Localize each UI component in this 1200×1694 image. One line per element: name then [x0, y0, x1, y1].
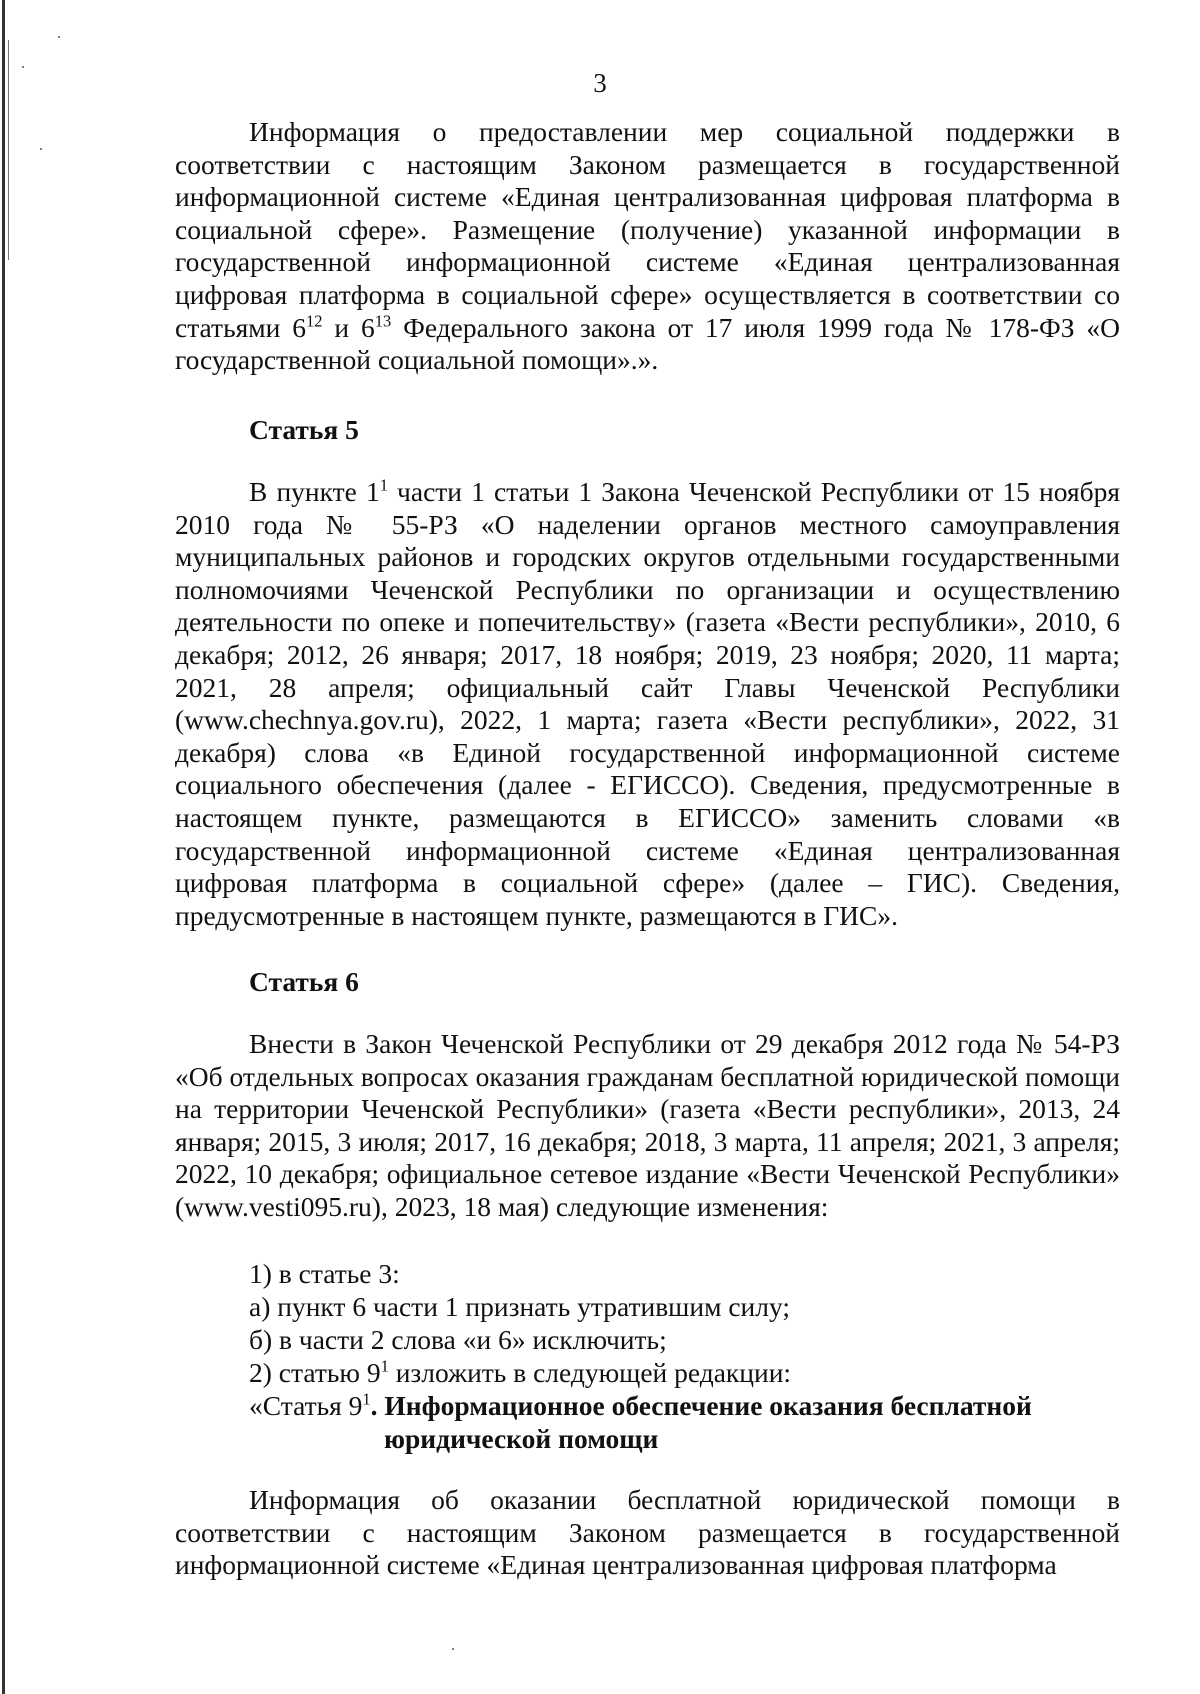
article-6-body — [175, 1028, 1120, 1224]
list-item-text: 2) статью 9 — [249, 1357, 381, 1388]
superscript: 1 — [379, 475, 388, 495]
superscript: 1 — [362, 1389, 371, 1409]
article-5-heading: Статья 5 — [249, 414, 359, 445]
list-item: а) пункт 6 части 1 признать утратившим силу; — [249, 1291, 791, 1322]
list-item: 1) в статье 3: — [249, 1258, 400, 1289]
superscript: 1 — [380, 1356, 389, 1376]
title-dot: . — [370, 1390, 385, 1421]
title-prefix: «Статья 9 — [249, 1390, 363, 1421]
paragraph-legal-aid-info — [175, 1484, 1120, 1582]
scan-edge-line — [2, 0, 5, 1694]
paragraph-text: Федерального закона от 17 июля 1999 года № 178-ФЗ «О государственной социальной помощи».». — [175, 311, 1121, 376]
scan-speck — [58, 36, 60, 38]
article-5-text-end: части 1 статьи 1 Закона Чеченской Республики от 15 ноября 2010 года № 55-РЗ «О наделении органов местного самоуправления муниципальных районов и городских округов отдельными государственными полномочиями Чеченской Республики по организации и осуществлению деятельности по опеке и попечительству» (газета «Вести республики», 2010, 6 декабря; 2012, 26 января; 2017, 18 ноября; 2019, 23 ноября; 2020, 11 марта; 2021, 28 апреля; официальный сайт Главы Чеченской Республики (www.chechnya.gov.ru), 2022, 1 марта; газета «Вести республики», 2022, 31 декабря) слова «в Единой государственной информационной системе социального обеспечения (далее - ЕГИССО). Сведения, предусмотренные в настоящем пункте, размещаются в ЕГИССО» заменить словами «в государственной информационной системе «Единая централизованная цифровая платформа в социальной сфере» (далее – ГИС). Сведения, предусмотренные в настоящем пункте, размещаются в ГИС». — [175, 476, 1120, 931]
list-item-text: изложить в следующей редакции: — [388, 1357, 792, 1388]
superscript: 12 — [306, 310, 323, 330]
paragraph-social-support-info — [175, 116, 1120, 377]
list-item: б) в части 2 слова «и 6» исключить; — [249, 1324, 667, 1355]
paragraph-text: Информация о предоставлении мер социальной поддержки в соответствии с настоящим Законом размещается в государственной информационной системе «Единая централизованная цифровая платформа в социальной сфере». Размещение (получение) указанной информации в государственной информационной системе «Единая централизованная цифровая платформа в социальной сфере» осуществляется в соответствии со статьями 6 — [175, 116, 1120, 343]
title-line-1: Информационное обеспечение оказания бесплатной — [384, 1390, 1032, 1421]
superscript: 13 — [374, 310, 392, 330]
title-line-2: юридической помощи — [384, 1422, 659, 1454]
page-number: 3 — [593, 68, 607, 98]
scan-speck — [40, 148, 42, 150]
paragraph-text: и 6 — [322, 311, 375, 343]
article-6-heading: Статья 6 — [249, 966, 359, 997]
paragraph-text: Информация об оказании бесплатной юридической помощи в соответствии с настоящим Законом размещается в государственной информационной системе «Единая централизованная цифровая платформа — [175, 1484, 1120, 1581]
list-item — [249, 1357, 791, 1390]
scan-speck — [452, 1648, 454, 1650]
article-5-text-start: В пункте 1 — [249, 476, 380, 507]
article-5-body — [175, 476, 1120, 932]
article-9-1-title — [249, 1390, 1032, 1455]
article-6-text: Внести в Закон Чеченской Республики от 29 декабря 2012 года № 54-РЗ «Об отдельных вопросах оказания гражданам бесплатной юридической помощи на территории Чеченской Республики» (газета «Вести республики», 2013, 24 января; 2015, 3 июля; 2017, 16 декабря; 2018, 3 марта, 11 апреля; 2021, 3 апреля; 2022, 10 декабря; официальное сетевое издание «Вести Чеченской Республики» (www.vesti095.ru), 2023, 18 мая) следующие изменения: — [175, 1028, 1120, 1222]
